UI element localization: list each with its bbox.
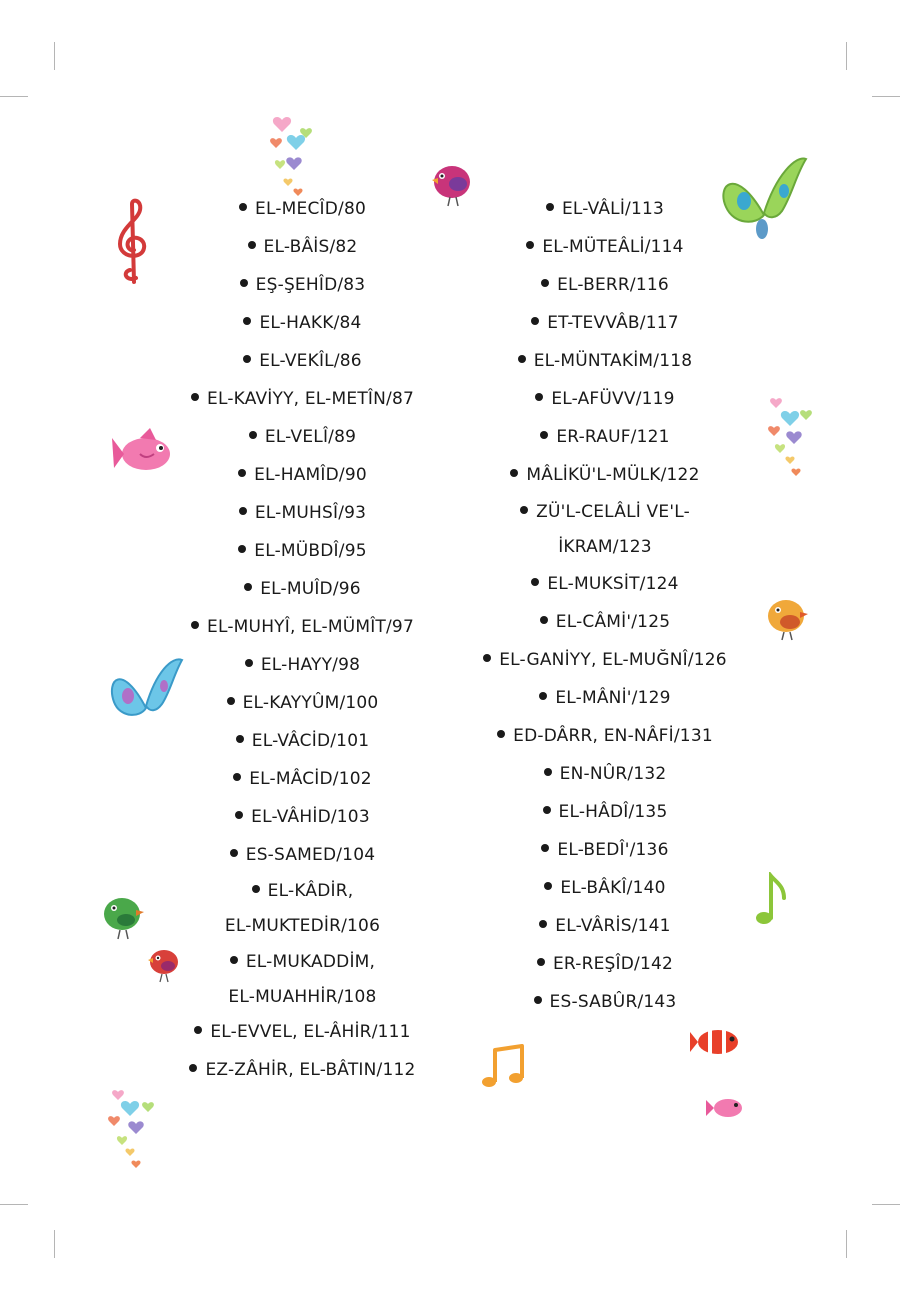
list-item [460, 984, 750, 1020]
bullet-icon [541, 844, 549, 852]
name-text: ER-RAUF/121 [556, 427, 670, 447]
crop-mark [0, 1204, 28, 1205]
bullet-icon [520, 506, 528, 514]
name-text: EL-AFÜVV/119 [551, 389, 675, 409]
music-note-icon [754, 872, 790, 928]
name-text: EL-MUKSİT/124 [547, 574, 679, 594]
name-text: EL-EVVEL, EL-ÂHİR/111 [210, 1022, 411, 1042]
list-item [170, 191, 435, 227]
list-item [460, 381, 750, 417]
bird-icon [146, 946, 182, 984]
name-text: EL-MUKADDİM, [245, 952, 376, 972]
bullet-icon [252, 885, 260, 893]
list-item [170, 457, 435, 493]
name-text: ES-SAMED/104 [245, 845, 376, 865]
list-item [460, 870, 750, 906]
bullet-icon [537, 958, 545, 966]
bullet-icon [243, 317, 251, 325]
hearts-cluster-icon [262, 110, 318, 196]
name-text: EŞ-ŞEHÎD/83 [255, 275, 366, 295]
name-text: EL-VÂLİ/113 [561, 199, 665, 219]
bullet-icon [230, 956, 238, 964]
bullet-icon [238, 469, 246, 477]
eighth-notes-icon [480, 1044, 528, 1092]
name-text: EL-VÂCİD/101 [251, 731, 370, 751]
name-text: EL-MÜTEÂLİ/114 [542, 237, 684, 257]
name-text: EL-HAYY/98 [260, 655, 361, 675]
bullet-icon [526, 241, 534, 249]
list-item [170, 837, 435, 873]
bullet-icon [540, 431, 548, 439]
crop-mark [846, 42, 847, 70]
name-text: EL-VELÎ/89 [264, 427, 357, 447]
list-item [460, 642, 750, 678]
list-item [170, 874, 435, 944]
name-text: EL-BEDÎ'/136 [557, 840, 669, 860]
bullet-icon [531, 317, 539, 325]
name-text: EL-CÂMİ'/125 [555, 612, 671, 632]
name-text: EL-HAMÎD/90 [254, 465, 367, 485]
list-item [170, 419, 435, 455]
list-item [460, 680, 750, 716]
bullet-icon [233, 773, 241, 781]
bullet-icon [541, 279, 549, 287]
list-item [170, 761, 435, 797]
list-item [170, 229, 435, 265]
name-text: ZÜ'L-CELÂLİ VE'L- [536, 502, 690, 522]
bullet-icon [248, 241, 256, 249]
bullet-icon [544, 882, 552, 890]
bullet-icon [189, 1064, 197, 1072]
list-item [460, 267, 750, 303]
treble-clef-icon [112, 198, 156, 288]
name-text: EL-KAYYÛM/100 [242, 693, 379, 713]
list-item [460, 604, 750, 640]
list-item [170, 609, 435, 645]
bullet-icon [531, 578, 539, 586]
fish-icon [110, 424, 176, 480]
list-item [460, 908, 750, 944]
name-text: EL-MÜNTAKİM/118 [533, 351, 693, 371]
bullet-icon [535, 393, 543, 401]
name-text: EL-MUHSÎ/93 [254, 503, 367, 523]
crop-mark [872, 1204, 900, 1205]
list-item [170, 945, 435, 1015]
bullet-icon [230, 849, 238, 857]
list-item [460, 229, 750, 265]
list-item [460, 419, 750, 455]
name-text: EL-GANİYY, EL-MUĞNÎ/126 [499, 650, 727, 670]
list-item [460, 305, 750, 341]
name-text: ER-REŞÎD/142 [552, 954, 674, 974]
list-item [170, 381, 435, 417]
list-item [460, 794, 750, 830]
name-text: EL-MUHYÎ, EL-MÜMÎT/97 [207, 617, 414, 637]
name-text: İKRAM/123 [558, 537, 652, 557]
crop-mark [54, 1230, 55, 1258]
name-text: EN-NÛR/132 [559, 764, 667, 784]
list-item [460, 457, 750, 493]
list-item [170, 533, 435, 569]
bullet-icon [540, 616, 548, 624]
name-text: EZ-ZÂHİR, EL-BÂTIN/112 [205, 1060, 416, 1080]
name-text: EL-VÂHİD/103 [251, 807, 370, 827]
name-text: EL-MUÎD/96 [260, 579, 361, 599]
name-text: EL-BÂKÎ/140 [560, 878, 666, 898]
name-text: EL-BERR/116 [557, 275, 669, 295]
name-text: ES-SABÛR/143 [549, 992, 677, 1012]
bullet-icon [543, 806, 551, 814]
bullet-icon [235, 811, 243, 819]
name-text: EL-VEKÎL/86 [259, 351, 362, 371]
list-item [460, 495, 750, 565]
list-item [460, 343, 750, 379]
list-item [170, 343, 435, 379]
bird-icon [764, 596, 810, 644]
list-item [460, 191, 750, 227]
name-text: ET-TEVVÂB/117 [547, 313, 679, 333]
list-item [170, 685, 435, 721]
crop-mark [846, 1230, 847, 1258]
bullet-icon [518, 355, 526, 363]
bullet-icon [239, 507, 247, 515]
bullet-icon [191, 393, 199, 401]
bullet-icon [245, 659, 253, 667]
hearts-cluster-icon [762, 392, 814, 482]
crop-mark [872, 96, 900, 97]
name-text: MÂLİKÜ'L-MÜLK/122 [526, 465, 700, 485]
name-text: EL-MÜBDÎ/95 [254, 541, 367, 561]
name-text: ED-DÂRR, EN-NÂFİ/131 [513, 726, 713, 746]
list-item [170, 305, 435, 341]
crop-mark [0, 96, 28, 97]
fish-icon [690, 1022, 744, 1060]
list-item [170, 267, 435, 303]
name-text: EL-MUAHHİR/108 [228, 987, 377, 1007]
list-item [170, 647, 435, 683]
bullet-icon [238, 545, 246, 553]
list-item [170, 1052, 435, 1088]
name-text: EL-BÂİS/82 [263, 237, 358, 257]
bird-icon [428, 160, 476, 210]
list-item [460, 566, 750, 602]
list-item [460, 718, 750, 754]
bullet-icon [497, 730, 505, 738]
list-item [460, 832, 750, 868]
butterfly-icon [716, 155, 812, 245]
bullet-icon [544, 768, 552, 776]
name-text: EL-KAVİYY, EL-METÎN/87 [207, 389, 414, 409]
bullet-icon [227, 697, 235, 705]
name-text: EL-MECÎD/80 [255, 199, 366, 219]
bullet-icon [236, 735, 244, 743]
list-item [460, 946, 750, 982]
bullet-icon [244, 583, 252, 591]
name-text: EL-HAKK/84 [259, 313, 362, 333]
bullet-icon [249, 431, 257, 439]
name-text: EL-HÂDÎ/135 [558, 802, 668, 822]
name-text: EL-VÂRİS/141 [555, 916, 671, 936]
bullet-icon [510, 469, 518, 477]
hearts-cluster-icon [104, 1084, 160, 1174]
bullet-icon [240, 279, 248, 287]
name-text: EL-MÂNİ'/129 [555, 688, 671, 708]
butterfly-icon [106, 656, 186, 736]
fish-icon [706, 1092, 746, 1124]
bullet-icon [239, 203, 247, 211]
bullet-icon [191, 621, 199, 629]
list-item [170, 571, 435, 607]
bullet-icon [534, 996, 542, 1004]
list-item [170, 495, 435, 531]
name-text: EL-MÂCİD/102 [249, 769, 372, 789]
bullet-icon [194, 1026, 202, 1034]
name-text: EL-MUKTEDİR/106 [224, 916, 381, 936]
list-item [460, 756, 750, 792]
list-item [170, 1014, 435, 1050]
crop-mark [54, 42, 55, 70]
list-item [170, 799, 435, 835]
list-item [170, 723, 435, 759]
bullet-icon [539, 920, 547, 928]
bird-icon [100, 892, 146, 942]
bullet-icon [539, 692, 547, 700]
name-text: EL-KÂDİR, [267, 881, 354, 901]
bullet-icon [243, 355, 251, 363]
bullet-icon [546, 203, 554, 211]
bullet-icon [483, 654, 491, 662]
